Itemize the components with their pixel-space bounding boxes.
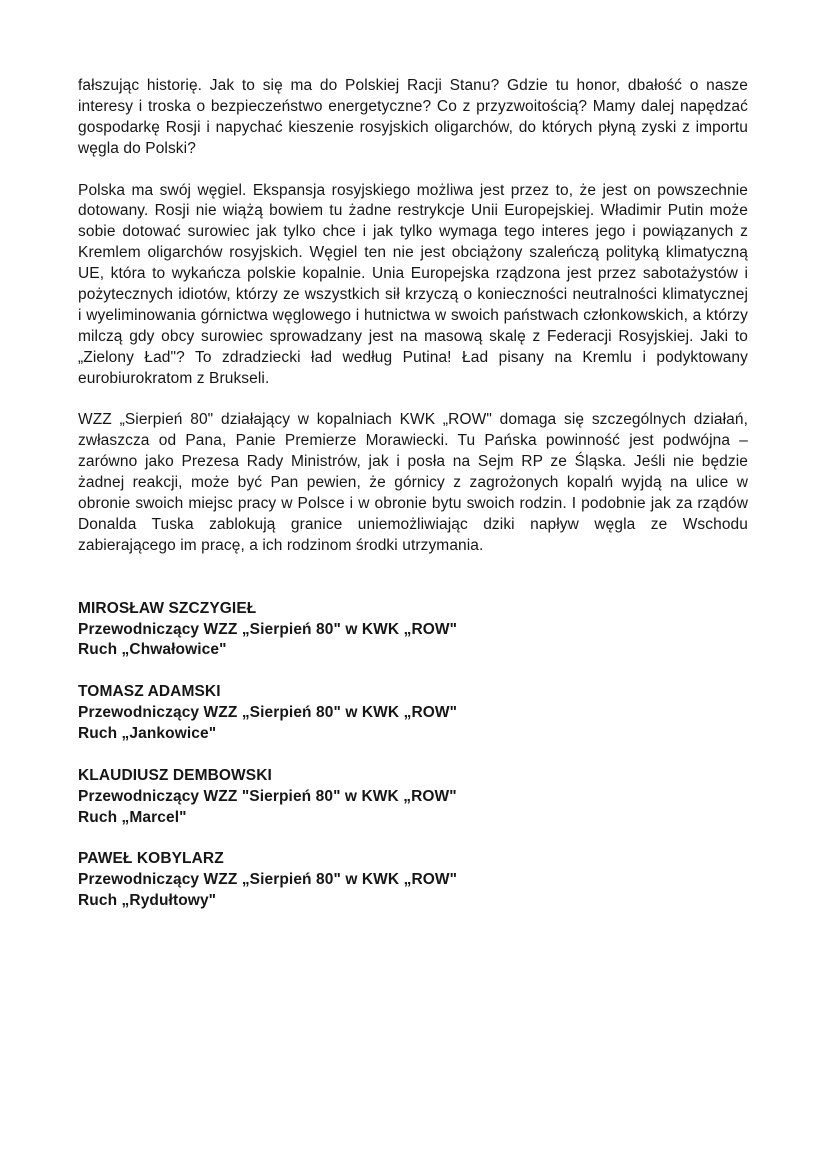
paragraph-polish-racja-stanu: fałszując historię. Jak to się ma do Polskiej Racji Stanu? Gdzie tu honor, dbałość o nasze interesy i troska o bezpieczeństwo energetyczne? Co z przyzwoitością? Mamy dalej napędzać gospodarkę Rosji i napychać kieszenie rosyjskich oligarchów, do których płyną zyski z importu węgla do Polski? (78, 77, 748, 157)
signature-name: KLAUDIUSZ DEMBOWSKI (78, 766, 272, 784)
signature-unit: Ruch „Marcel" (78, 808, 187, 826)
signature-title: Przewodniczący WZZ "Sierpień 80" w KWK „ROW" (78, 787, 457, 805)
signature-block (78, 599, 748, 662)
signature-title: Przewodniczący WZZ „Sierpień 80" w KWK „ROW" (78, 704, 458, 722)
signature-name: TOMASZ ADAMSKI (78, 683, 221, 701)
signature-unit: Ruch „Jankowice" (78, 725, 217, 743)
signature-title: Przewodniczący WZZ „Sierpień 80" w KWK „ROW" (78, 871, 458, 889)
signature-name: PAWEŁ KOBYLARZ (78, 850, 224, 868)
paragraph-wzz-demands: WZZ „Sierpień 80" działający w kopalniach KWK „ROW" domaga się szczególnych działań, zwłaszcza od Pana, Panie Premierze Morawiecki. Tu Pańska powinność jest podwójna – zarówno jako Prezesa Rady Ministrów, jak i posła na Sejm RP ze Śląska. Jeśli nie będzie żadnej reakcji, może być Pan pewien, że górnicy z zagrożonych kopalń wyjdą na ulice w obronie swoich miejsc pracy w Polsce i w obronie bytu swoich rodzin. I podobnie jak za rządów Donalda Tuska zablokują granice uniemożliwiając dziki napływ węgla ze Wschodu zabierającego im pracę, a ich rodzinom środki utrzymania. (78, 411, 748, 554)
signature-name: MIROSŁAW SZCZYGIEŁ (78, 599, 257, 617)
signature-block (78, 682, 748, 745)
signature-unit: Ruch „Rydułtowy" (78, 892, 217, 910)
signature-block (78, 766, 748, 829)
paragraph-polska-ma-wegiel: Polska ma swój węgiel. Ekspansja rosyjskiego możliwa jest przez to, że jest on powszechnie dotowany. Rosji nie wiążą bowiem tu żadne restrykcje Unii Europejskiej. Władimir Putin może sobie dotować surowiec jak tylko chce i jak tylko wymaga tego interes jego i powiązanych z Kremlem oligarchów rosyjskich. Węgiel ten nie jest obciążony szaleńczą polityką klimatyczną UE, która to wykańcza polskie kopalnie. Unia Europejska rządzona jest przez sabotażystów i pożytecznych idiotów, którzy ze wszystkich sił krzyczą o konieczności neutralności klimatycznej i wyeliminowania górnictwa węglowego i hutnictwa w swoich państwach członkowskich, a którzy milczą gdy obcy surowiec sprowadzany jest na masową skalę z Federacji Rosyjskiej. Jaki to „Zielony Ład"? To zdradziecki ład według Putina! Ład pisany na Kremlu i podyktowany eurobiurokratom z Brukseli. (78, 181, 748, 387)
signature-unit: Ruch „Chwałowice" (78, 641, 227, 659)
signature-block (78, 849, 748, 912)
signature-title: Przewodniczący WZZ „Sierpień 80" w KWK „ROW" (78, 620, 458, 638)
